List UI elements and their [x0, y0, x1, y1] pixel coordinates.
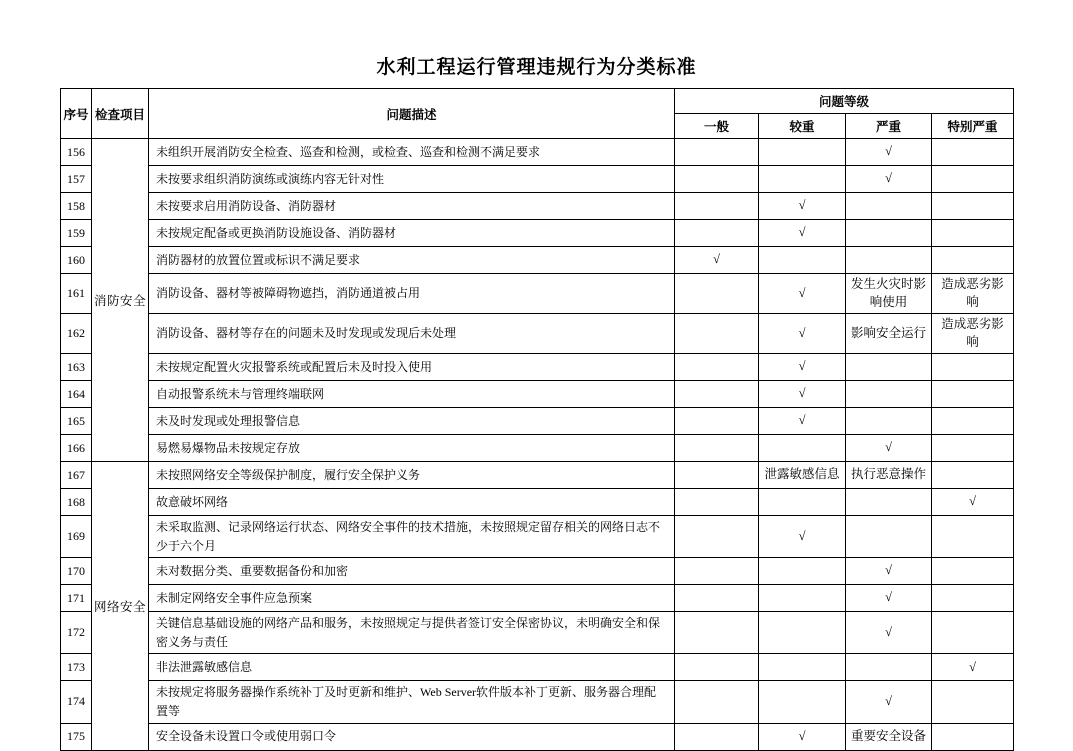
level-moderate-cell: √: [759, 516, 846, 558]
row-number: 159: [61, 220, 92, 247]
table-body: [61, 139, 1014, 751]
level-severe-cell: [846, 489, 932, 516]
category-fire-safety: 消防安全: [92, 139, 149, 462]
page-title: 水利工程运行管理违规行为分类标准: [376, 57, 697, 78]
level-severe-cell: √: [846, 681, 932, 723]
level-severe-cell: √: [846, 139, 932, 166]
problem-description: 未按规定配备或更换消防设施设备、消防器材: [149, 220, 675, 247]
table-row: [61, 381, 1014, 408]
level-critical-cell: [932, 585, 1014, 612]
level-severe-cell: 重要安全设备: [846, 723, 932, 750]
problem-description: 未按要求启用消防设备、消防器材: [149, 193, 675, 220]
col-header-level-severe: 严重: [846, 114, 932, 139]
row-number: 174: [61, 681, 92, 723]
problem-description: 关键信息基础设施的网络产品和服务，未按照规定与提供者签订安全保密协议，未明确安全和保密义务与责任: [149, 612, 675, 654]
table-row: [61, 516, 1014, 558]
level-critical-cell: [932, 193, 1014, 220]
level-moderate-cell: [759, 166, 846, 193]
problem-description: 消防器材的放置位置或标识不满足要求: [149, 247, 675, 274]
level-general-cell: [675, 612, 759, 654]
level-general-cell: [675, 558, 759, 585]
row-number: 158: [61, 193, 92, 220]
problem-description: 非法泄露敏感信息: [149, 654, 675, 681]
problem-description: 未组织开展消防安全检查、巡查和检测，或检查、巡查和检测不满足要求: [149, 139, 675, 166]
level-general-cell: [675, 220, 759, 247]
level-moderate-cell: √: [759, 408, 846, 435]
level-critical-cell: √: [932, 489, 1014, 516]
level-severe-cell: √: [846, 166, 932, 193]
level-general-cell: [675, 139, 759, 166]
table-row: [61, 654, 1014, 681]
row-number: 160: [61, 247, 92, 274]
level-severe-cell: [846, 654, 932, 681]
level-critical-cell: [932, 681, 1014, 723]
level-severe-cell: [846, 354, 932, 381]
level-moderate-cell: [759, 139, 846, 166]
row-number: 161: [61, 274, 92, 314]
level-moderate-cell: [759, 247, 846, 274]
level-critical-cell: √: [932, 654, 1014, 681]
level-general-cell: [675, 489, 759, 516]
level-critical-cell: [932, 220, 1014, 247]
level-general-cell: [675, 516, 759, 558]
row-number: 166: [61, 435, 92, 462]
table-row: [61, 247, 1014, 274]
table-row: [61, 612, 1014, 654]
col-header-level-group: 问题等级: [675, 89, 1014, 114]
level-general-cell: [675, 462, 759, 489]
level-critical-cell: 造成恶劣影响: [932, 274, 1014, 314]
level-moderate-cell: [759, 681, 846, 723]
problem-description: 未对数据分类、重要数据备份和加密: [149, 558, 675, 585]
level-severe-cell: √: [846, 558, 932, 585]
level-severe-cell: [846, 220, 932, 247]
level-moderate-cell: √: [759, 723, 846, 750]
level-general-cell: [675, 166, 759, 193]
problem-description: 安全设备未设置口令或使用弱口令: [149, 723, 675, 750]
level-general-cell: [675, 435, 759, 462]
level-moderate-cell: √: [759, 354, 846, 381]
table-row: [61, 585, 1014, 612]
table-row: [61, 489, 1014, 516]
col-header-item: 检查项目: [92, 89, 149, 139]
problem-description: 未按要求组织消防演练或演练内容无针对性: [149, 166, 675, 193]
level-critical-cell: [932, 462, 1014, 489]
row-number: 169: [61, 516, 92, 558]
level-general-cell: [675, 654, 759, 681]
level-general-cell: [675, 193, 759, 220]
level-moderate-cell: [759, 654, 846, 681]
level-severe-cell: √: [846, 585, 932, 612]
table-row: [61, 139, 1014, 166]
level-general-cell: [675, 681, 759, 723]
col-header-level-critical: 特别严重: [932, 114, 1014, 139]
problem-description: 未采取监测、记录网络运行状态、网络安全事件的技术措施，未按照规定留存相关的网络日志不少于六个月: [149, 516, 675, 558]
col-header-desc: 问题描述: [149, 89, 675, 139]
row-number: 163: [61, 354, 92, 381]
header-row-1: [61, 89, 1014, 114]
col-header-no: 序号: [61, 89, 92, 139]
table-row: [61, 462, 1014, 489]
level-severe-cell: √: [846, 612, 932, 654]
table-row: [61, 435, 1014, 462]
level-moderate-cell: √: [759, 274, 846, 314]
problem-description: 未及时发现或处理报警信息: [149, 408, 675, 435]
level-severe-cell: [846, 516, 932, 558]
col-header-level-moderate: 较重: [759, 114, 846, 139]
table-row: [61, 408, 1014, 435]
problem-description: 未按照网络安全等级保护制度，履行安全保护义务: [149, 462, 675, 489]
row-number: 170: [61, 558, 92, 585]
level-moderate-cell: [759, 585, 846, 612]
problem-description: 自动报警系统未与管理终端联网: [149, 381, 675, 408]
row-number: 173: [61, 654, 92, 681]
level-severe-cell: 发生火灾时影响使用: [846, 274, 932, 314]
level-general-cell: √: [675, 247, 759, 274]
level-severe-cell: [846, 247, 932, 274]
table-row: [61, 354, 1014, 381]
violation-classification-table: [60, 88, 1014, 751]
level-critical-cell: [932, 247, 1014, 274]
level-critical-cell: [932, 435, 1014, 462]
row-number: 167: [61, 462, 92, 489]
row-number: 172: [61, 612, 92, 654]
level-critical-cell: 造成恶劣影响: [932, 314, 1014, 354]
table-row: [61, 314, 1014, 354]
level-moderate-cell: √: [759, 193, 846, 220]
level-critical-cell: [932, 723, 1014, 750]
level-critical-cell: [932, 166, 1014, 193]
level-moderate-cell: √: [759, 314, 846, 354]
level-moderate-cell: √: [759, 381, 846, 408]
level-severe-cell: 执行恶意操作: [846, 462, 932, 489]
problem-description: 未制定网络安全事件应急预案: [149, 585, 675, 612]
problem-description: 未按规定将服务器操作系统补丁及时更新和维护、Web Server软件版本补丁更新、服务器合理配置等: [149, 681, 675, 723]
row-number: 168: [61, 489, 92, 516]
level-critical-cell: [932, 408, 1014, 435]
level-moderate-cell: [759, 558, 846, 585]
level-general-cell: [675, 354, 759, 381]
problem-description: 易燃易爆物品未按规定存放: [149, 435, 675, 462]
level-moderate-cell: [759, 612, 846, 654]
row-number: 175: [61, 723, 92, 750]
row-number: 171: [61, 585, 92, 612]
level-moderate-cell: 泄露敏感信息: [759, 462, 846, 489]
level-critical-cell: [932, 354, 1014, 381]
level-critical-cell: [932, 516, 1014, 558]
col-header-level-general: 一般: [675, 114, 759, 139]
level-general-cell: [675, 274, 759, 314]
table-header: [61, 89, 1014, 139]
table-row: [61, 166, 1014, 193]
table-row: [61, 220, 1014, 247]
table-row: [61, 558, 1014, 585]
level-critical-cell: [932, 139, 1014, 166]
level-severe-cell: [846, 193, 932, 220]
problem-description: 消防设备、器材等被障碍物遮挡，消防通道被占用: [149, 274, 675, 314]
level-general-cell: [675, 408, 759, 435]
level-severe-cell: 影响安全运行: [846, 314, 932, 354]
level-moderate-cell: √: [759, 220, 846, 247]
level-general-cell: [675, 381, 759, 408]
row-number: 165: [61, 408, 92, 435]
row-number: 162: [61, 314, 92, 354]
table-row: [61, 723, 1014, 750]
category-network-security: 网络安全: [92, 462, 149, 751]
row-number: 157: [61, 166, 92, 193]
level-severe-cell: [846, 381, 932, 408]
level-severe-cell: [846, 408, 932, 435]
level-general-cell: [675, 723, 759, 750]
problem-description: 故意破坏网络: [149, 489, 675, 516]
row-number: 156: [61, 139, 92, 166]
problem-description: 消防设备、器材等存在的问题未及时发现或发现后未处理: [149, 314, 675, 354]
table-row: [61, 193, 1014, 220]
level-severe-cell: √: [846, 435, 932, 462]
level-general-cell: [675, 314, 759, 354]
table-row: [61, 274, 1014, 314]
problem-description: 未按规定配置火灾报警系统或配置后未及时投入使用: [149, 354, 675, 381]
level-moderate-cell: [759, 489, 846, 516]
row-number: 164: [61, 381, 92, 408]
level-critical-cell: [932, 612, 1014, 654]
level-critical-cell: [932, 381, 1014, 408]
level-critical-cell: [932, 558, 1014, 585]
level-general-cell: [675, 585, 759, 612]
level-moderate-cell: [759, 435, 846, 462]
table-row: [61, 681, 1014, 723]
